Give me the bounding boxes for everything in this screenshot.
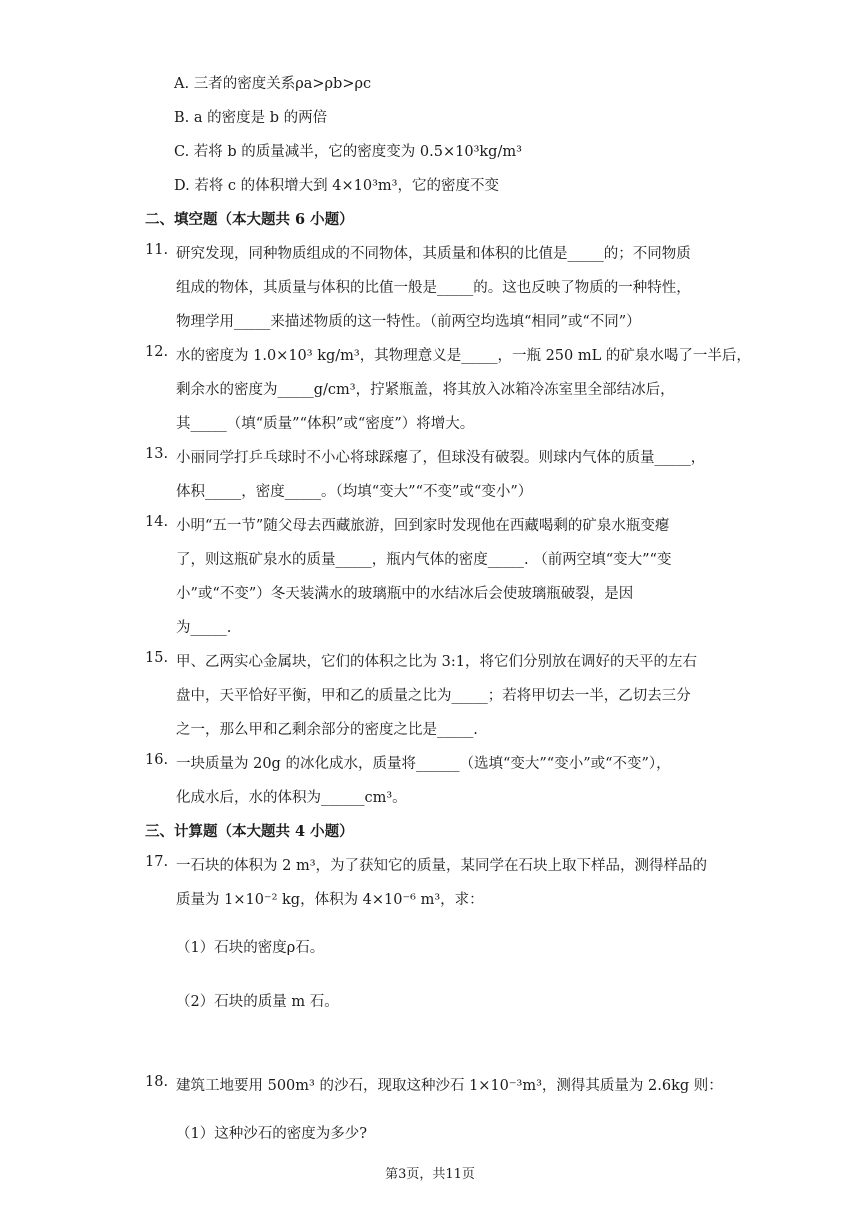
option-c: C. 若将 b 的质量减半，它的密度变为 0.5×10³kg/m³ xyxy=(174,144,522,160)
question-text: 一石块的体积为 2 m³，为了获知它的质量，某同学在石块上取下样品，测得样品的 xyxy=(176,858,708,874)
question-text: 盘中，天平恰好平衡，甲和乙的质量之比为_____；若将甲切去一半，乙切去三分 xyxy=(176,688,691,704)
sub-question: （1）这种沙石的密度为多少? xyxy=(176,1126,367,1142)
question-text: 了，则这瓶矿泉水的质量_____，瓶内气体的密度_____. （前两空填“变大”“变 xyxy=(176,552,672,568)
question-text: 小明“五一节”随父母去西藏旅游，回到家时发现他在西藏喝剩的矿泉水瓶变瘪 xyxy=(176,518,670,534)
question-text: 物理学用_____来描述物质的这一特性。（前两空均选填“相同”或“不同”） xyxy=(176,314,641,330)
question-text: 其_____（填“质量”“体积”或“密度”）将增大。 xyxy=(176,416,475,432)
question-text: 甲、乙两实心金属块，它们的体积之比为 3:1，将它们分别放在调好的天平的左右 xyxy=(176,654,697,670)
sub-question: （2）石块的质量 m 石。 xyxy=(176,994,339,1010)
section-calculation-title: 三、计算题（本大题共 4 小题） xyxy=(145,823,354,840)
question-text: 组成的物体，其质量与体积的比值一般是_____的。这也反映了物质的一种特性， xyxy=(176,280,691,296)
section-fill-in-title: 二、填空题（本大题共 6 小题） xyxy=(145,211,354,228)
question-text: 研究发现，同种物质组成的不同物体，其质量和体积的比值是_____的；不同物质 xyxy=(176,246,691,262)
question-text: 化成水后，水的体积为______cm³。 xyxy=(176,790,407,806)
question-text: 体积_____，密度_____。（均填“变大”“不变”或“变小”） xyxy=(176,484,533,500)
option-a: A. 三者的密度关系ρa>ρb>ρc xyxy=(174,76,372,92)
question-number: 13. xyxy=(145,446,169,462)
question-text: 小丽同学打乒乓球时不小心将球踩瘪了，但球没有破裂。则球内气体的质量_____， xyxy=(176,450,706,466)
question-number: 16. xyxy=(145,752,169,768)
question-text: 之一，那么甲和乙剩余部分的密度之比是_____. xyxy=(176,722,478,738)
question-text: 建筑工地要用 500m³ 的沙石，现取这种沙石 1×10⁻³m³，测得其质量为 2.6kg 则： xyxy=(176,1078,723,1094)
question-number: 12. xyxy=(145,344,169,360)
page-footer: 第3页，共11页 xyxy=(385,1167,475,1182)
question-number: 17. xyxy=(145,854,169,870)
question-text: 水的密度为 1.0×10³ kg/m³，其物理意义是_____，一瓶 250 mL 的矿泉水喝了一半后， xyxy=(176,348,751,364)
question-text: 质量为 1×10⁻² kg，体积为 4×10⁻⁶ m³，求： xyxy=(176,892,484,908)
question-number: 18. xyxy=(145,1074,169,1090)
option-d: D. 若将 c 的体积增大到 4×10³m³，它的密度不变 xyxy=(174,178,499,194)
question-text: 一块质量为 20g 的冰化成水，质量将______（选填“变大”“变小”或“不变”）， xyxy=(176,756,671,772)
question-text: 小”或“不变”）冬天装满水的玻璃瓶中的水结冰后会使玻璃瓶破裂，是因 xyxy=(176,586,634,602)
question-number: 15. xyxy=(145,650,169,666)
question-number: 11. xyxy=(145,242,169,258)
question-number: 14. xyxy=(145,514,169,530)
question-text: 剩余水的密度为_____g/cm³，拧紧瓶盖，将其放入冰箱冷冻室里全部结冰后， xyxy=(176,382,675,398)
question-text: 为_____. xyxy=(176,620,232,636)
sub-question: （1）石块的密度ρ石。 xyxy=(176,940,325,956)
option-b: B. a 的密度是 b 的两倍 xyxy=(174,110,328,126)
